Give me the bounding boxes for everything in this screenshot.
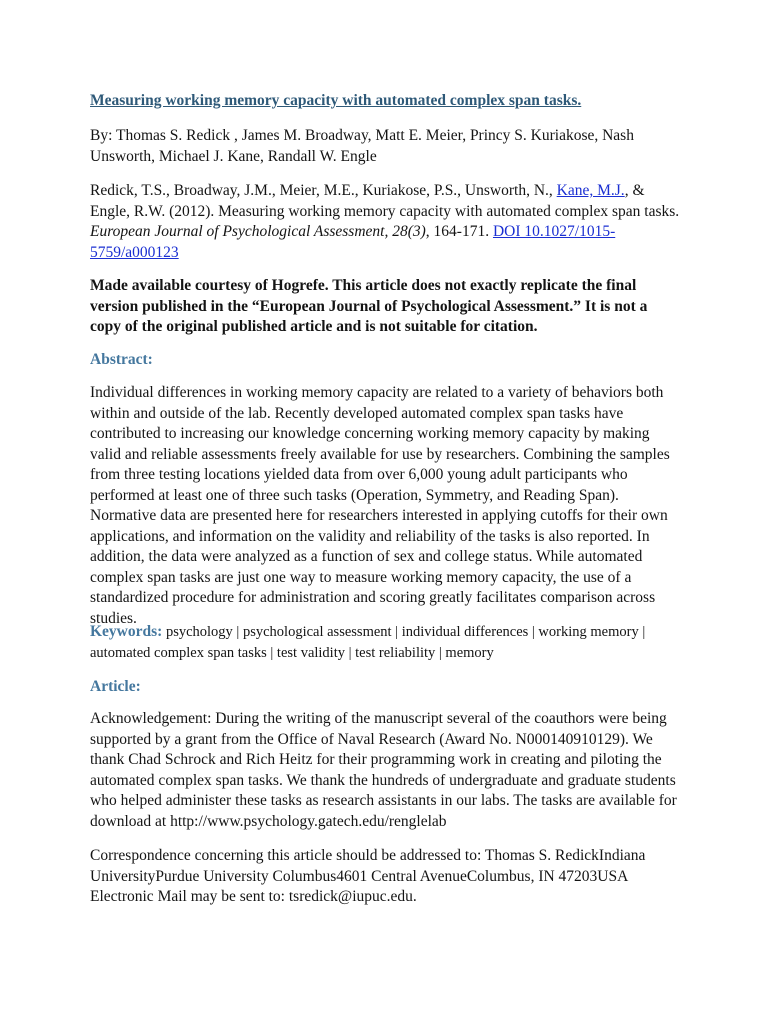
citation-title: , & Engle, R.W. (2012). Measuring working memory capacity with automated complex span tasks. — [90, 182, 680, 220]
correspondence-text: Correspondence concerning this article should be addressed to: Thomas S. RedickIndiana UniversityPurdue University Columbus4601 Central AvenueColumbus, IN 47203USA Electronic Mail may be sent to: tsredick@iupuc.edu. — [90, 847, 646, 905]
article-title: Measuring working memory capacity with automated complex span tasks. — [90, 92, 582, 109]
citation-pages: , 164-171. — [425, 223, 493, 240]
doi-link[interactable]: DOI 10.1027/1015-5759/a000123 — [90, 223, 616, 261]
citation-authors: Redick, T.S., Broadway, J.M., Meier, M.E., Kuriakose, P.S., Unsworth, N., — [90, 182, 557, 199]
keywords — [90, 622, 680, 663]
keywords-label: Keywords: — [90, 623, 163, 640]
keywords-list: psychology | psychological assessment | individual differences | working memory | automated complex span tasks | test validity | test reliability | memory — [90, 624, 646, 661]
availability-notice: Made available courtesy of Hogrefe. This article does not exactly replicate the final version published in the “European Journal of Psychological Assessment.” It is not a copy of the original published article and is not suitable for citation. — [90, 277, 648, 335]
abstract-heading: Abstract: — [90, 351, 153, 368]
author-byline: By: Thomas S. Redick , James M. Broadway, Matt E. Meier, Princy S. Kuriakose, Nash Unsworth, Michael J. Kane, Randall W. Engle — [90, 127, 634, 165]
article-heading: Article: — [90, 678, 141, 695]
author-link[interactable]: Kane, M.J. — [556, 182, 625, 199]
citation — [90, 181, 680, 263]
abstract-text: Individual differences in working memory capacity are related to a variety of behaviors both within and outside of the lab. Recently developed automated complex span tasks have contributed to increasing our knowledge concerning working memory capacity by making valid and reliable assessments freely available for use by researchers. Combining the samples from three testing locations yielded data from over 6,000 young adult participants who performed at least one of three such tasks (Operation, Symmetry, and Reading Span). Normative data are presented here for researchers interested in applying cutoffs for their own applications, and information on the validity and reliability of the tasks is also reported. In addition, the data were analyzed as a function of sex and college status. While automated complex span tasks are just one way to measure working memory capacity, the use of a standardized procedure for administration and scoring greatly facilitates comparison across studies. — [90, 384, 670, 627]
acknowledgement-text: Acknowledgement: During the writing of the manuscript several of the coauthors were being supported by a grant from the Office of Naval Research (Award No. N000140910129). We thank Chad Schrock and Rich Heitz for their programming work in creating and piloting the automated complex span tasks. We thank the hundreds of undergraduate and graduate students who helped administer these tasks as research assistants in our labs. The tasks are available for download at http://www.psychology.gatech.edu/renglelab — [90, 710, 677, 830]
citation-journal: European Journal of Psychological Assessment, 28(3) — [90, 223, 426, 240]
